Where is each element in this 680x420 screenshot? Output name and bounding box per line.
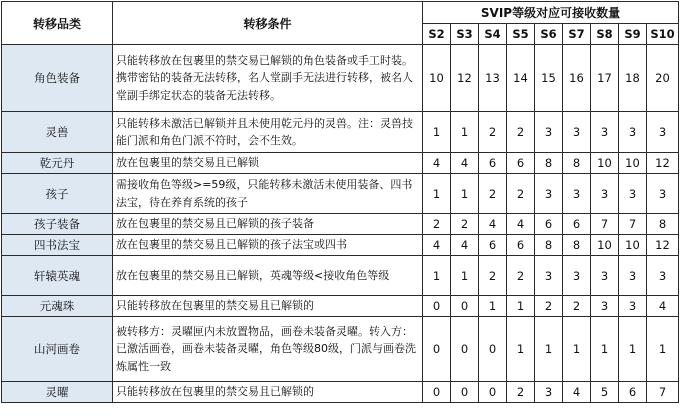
row-value: 0: [423, 317, 451, 382]
row-value: 3: [619, 296, 647, 317]
row-condition: 放在包裹里的禁交易且已解锁的孩子装备: [113, 214, 423, 235]
header-category: 转移品类: [2, 2, 113, 45]
table-row: [2, 153, 679, 174]
row-value: 15: [535, 45, 563, 112]
row-value: 0: [451, 382, 479, 403]
row-value: 10: [619, 153, 647, 174]
header-level: S4: [479, 24, 507, 45]
row-value: 16: [563, 45, 591, 112]
row-value: 10: [591, 153, 619, 174]
row-value: 3: [591, 174, 619, 214]
table-row: [2, 112, 679, 153]
row-value: 2: [451, 214, 479, 235]
row-value: 0: [451, 317, 479, 382]
row-value: 1: [591, 317, 619, 382]
table-row: [2, 382, 679, 403]
row-value: 3: [619, 256, 647, 296]
row-value: 3: [535, 382, 563, 403]
row-value: 4: [451, 235, 479, 256]
row-value: 7: [619, 214, 647, 235]
table-row: [2, 235, 679, 256]
row-value: 1: [451, 256, 479, 296]
row-value: 2: [535, 296, 563, 317]
row-condition: 只能转移未激活已解锁并且未使用乾元丹的灵兽。注：灵兽技能门派和角色门派不符时，会不生效。: [113, 112, 423, 153]
header-level: S9: [619, 24, 647, 45]
row-condition: 只能转移放在包裹里的禁交易已解锁的角色装备或手工时装。携带密钻的装备无法转移，名人堂副手无法进行转移，被名人堂副手绑定状态的装备无法转移。: [113, 45, 423, 112]
row-value: 8: [563, 235, 591, 256]
table-row: [2, 174, 679, 214]
row-condition: 只能转移放在包裹里的禁交易且已解锁的: [113, 296, 423, 317]
row-value: 6: [479, 153, 507, 174]
row-value: 1: [423, 174, 451, 214]
row-value: 2: [507, 174, 535, 214]
row-value: 3: [591, 256, 619, 296]
row-value: 8: [535, 235, 563, 256]
row-value: 2: [563, 296, 591, 317]
row-value: 10: [423, 45, 451, 112]
row-value: 12: [647, 153, 679, 174]
row-condition: 放在包裹里的禁交易且已解锁: [113, 153, 423, 174]
row-category: 灵曜: [2, 382, 113, 403]
header-level: S5: [507, 24, 535, 45]
row-value: 12: [647, 235, 679, 256]
table-row: [2, 256, 679, 296]
row-value: 6: [535, 214, 563, 235]
row-value: 3: [535, 174, 563, 214]
row-value: 4: [507, 214, 535, 235]
row-value: 1: [507, 296, 535, 317]
row-value: 4: [479, 214, 507, 235]
row-value: 3: [591, 112, 619, 153]
row-value: 2: [479, 256, 507, 296]
row-value: 3: [619, 112, 647, 153]
row-category: 山河画卷: [2, 317, 113, 382]
row-value: 6: [619, 382, 647, 403]
row-value: 4: [423, 235, 451, 256]
row-value: 0: [451, 296, 479, 317]
header-svip-title: SVIP等级对应可接收数量: [423, 2, 679, 24]
row-value: 3: [647, 112, 679, 153]
header-level: S6: [535, 24, 563, 45]
row-value: 3: [535, 256, 563, 296]
row-value: 7: [591, 214, 619, 235]
row-value: 3: [591, 296, 619, 317]
header-level: S3: [451, 24, 479, 45]
row-value: 5: [591, 382, 619, 403]
row-value: 3: [647, 256, 679, 296]
row-category: 灵兽: [2, 112, 113, 153]
row-value: 1: [619, 317, 647, 382]
table-row: [2, 214, 679, 235]
table-row: [2, 45, 679, 112]
row-condition: 放在包裹里的禁交易且已解锁的孩子法宝或四书: [113, 235, 423, 256]
header-level: S2: [423, 24, 451, 45]
row-category: 元魂珠: [2, 296, 113, 317]
row-value: 2: [479, 112, 507, 153]
row-value: 18: [619, 45, 647, 112]
row-value: 10: [619, 235, 647, 256]
row-category: 轩辕英魂: [2, 256, 113, 296]
row-value: 3: [619, 174, 647, 214]
row-value: 12: [451, 45, 479, 112]
row-condition: 放在包裹里的禁交易且已解锁，英魂等级<接收角色等级: [113, 256, 423, 296]
row-value: 3: [647, 174, 679, 214]
row-value: 8: [647, 214, 679, 235]
row-value: 2: [479, 174, 507, 214]
row-value: 1: [535, 317, 563, 382]
header-level: S7: [563, 24, 591, 45]
row-category: 孩子装备: [2, 214, 113, 235]
row-category: 四书法宝: [2, 235, 113, 256]
row-value: 2: [507, 382, 535, 403]
row-value: 3: [535, 112, 563, 153]
row-value: 4: [647, 296, 679, 317]
row-value: 2: [423, 214, 451, 235]
row-category: 角色装备: [2, 45, 113, 112]
row-value: 0: [423, 296, 451, 317]
row-value: 1: [647, 317, 679, 382]
row-value: 6: [479, 235, 507, 256]
row-value: 0: [423, 382, 451, 403]
row-value: 6: [507, 153, 535, 174]
header-level: S8: [591, 24, 619, 45]
row-value: 2: [507, 256, 535, 296]
row-condition: 需接收角色等级>=59级，只能转移未激活未使用装备、四书法宝，待在养育系统的孩子: [113, 174, 423, 214]
row-value: 2: [507, 112, 535, 153]
row-value: 13: [479, 45, 507, 112]
row-value: 3: [563, 112, 591, 153]
row-value: 7: [647, 382, 679, 403]
row-value: 1: [451, 112, 479, 153]
row-category: 孩子: [2, 174, 113, 214]
row-value: 17: [591, 45, 619, 112]
row-value: 1: [479, 296, 507, 317]
row-condition: 只能转移放在包裹里的禁交易且已解锁的: [113, 382, 423, 403]
row-value: 4: [423, 153, 451, 174]
row-value: 0: [479, 382, 507, 403]
row-value: 1: [423, 112, 451, 153]
row-category: 乾元丹: [2, 153, 113, 174]
row-value: 4: [563, 382, 591, 403]
svip-transfer-table: [1, 1, 679, 403]
row-condition: 被转移方：灵曜匣内未放置物品，画卷未装备灵曜。转入方：已激活画卷，画卷未装备灵曜，角色等级80级，门派与画卷洗炼属性一致: [113, 317, 423, 382]
row-value: 3: [563, 256, 591, 296]
row-value: 1: [423, 256, 451, 296]
table-row: [2, 296, 679, 317]
table-row: [2, 317, 679, 382]
row-value: 4: [451, 153, 479, 174]
row-value: 0: [479, 317, 507, 382]
header-level: S10: [647, 24, 679, 45]
row-value: 20: [647, 45, 679, 112]
row-value: 14: [507, 45, 535, 112]
row-value: 1: [451, 174, 479, 214]
row-value: 10: [591, 235, 619, 256]
row-value: 3: [563, 174, 591, 214]
row-value: 6: [563, 214, 591, 235]
header-condition: 转移条件: [113, 2, 423, 45]
row-value: 8: [563, 153, 591, 174]
row-value: 1: [507, 317, 535, 382]
row-value: 1: [563, 317, 591, 382]
row-value: 6: [507, 235, 535, 256]
row-value: 8: [535, 153, 563, 174]
